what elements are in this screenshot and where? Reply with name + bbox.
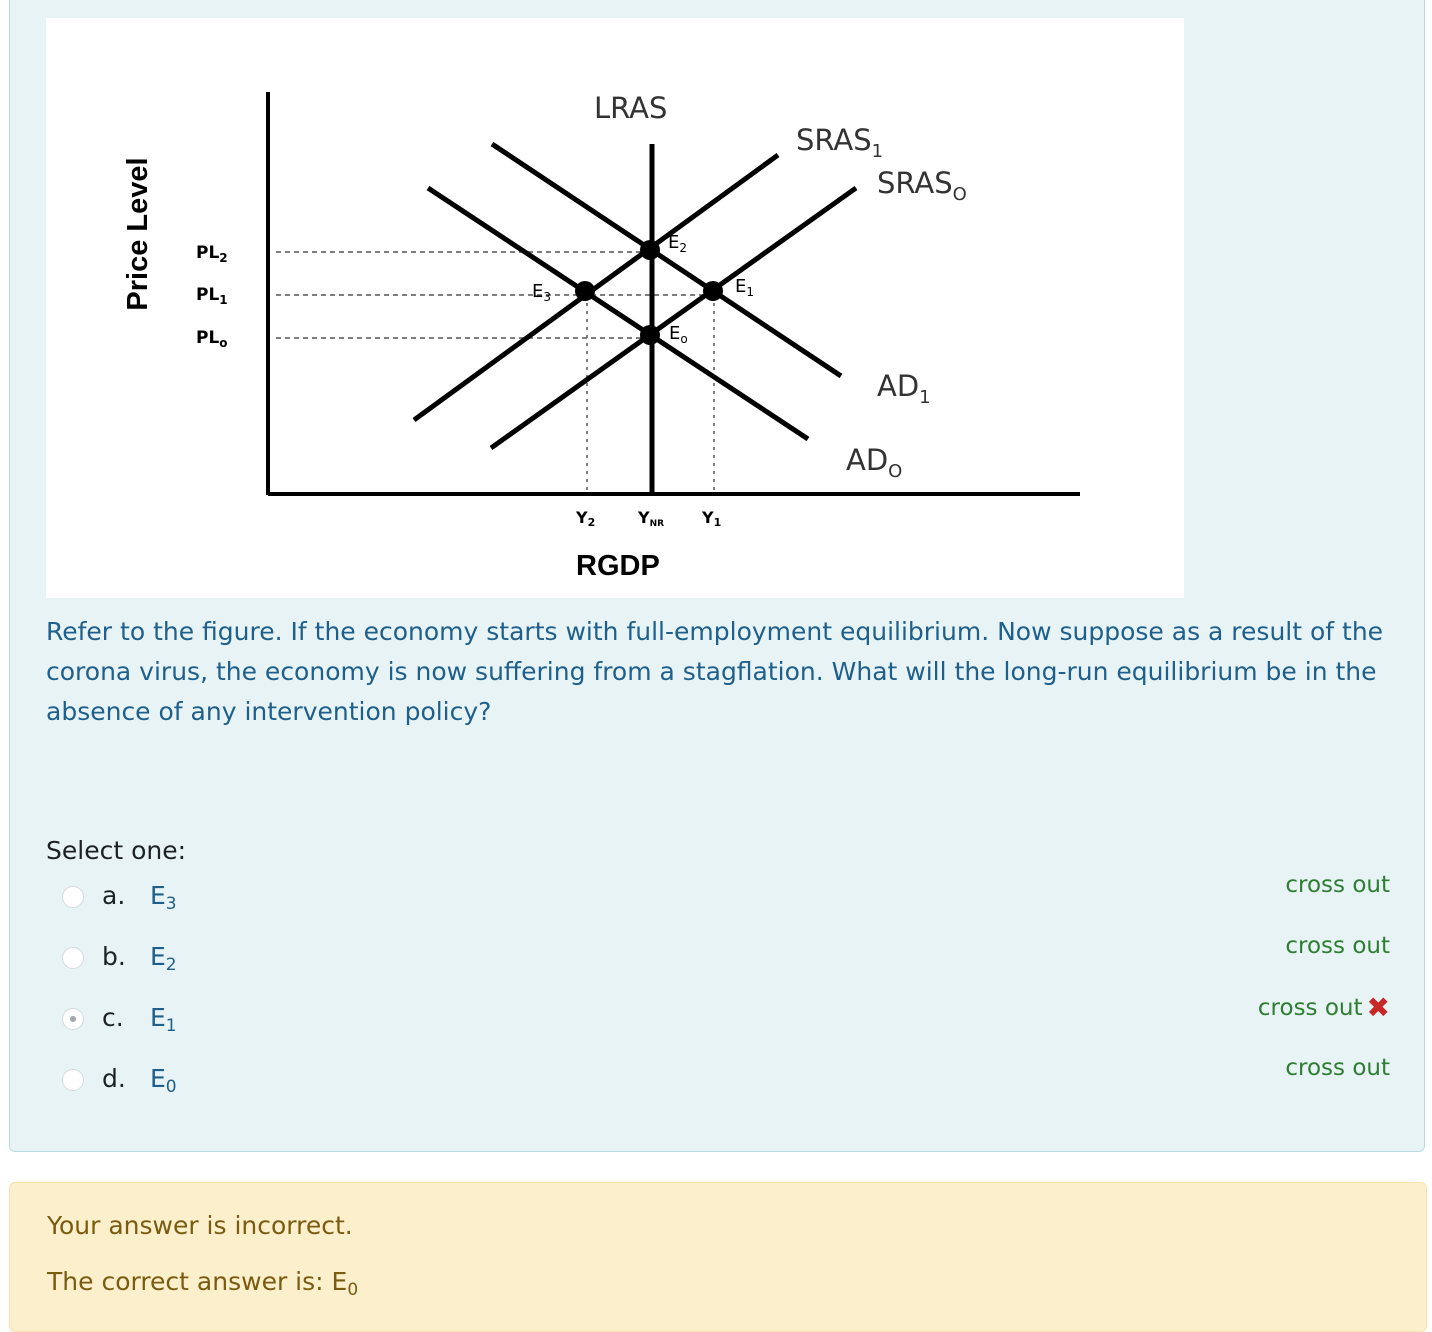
- question-text: Refer to the figure. If the economy starts with full-employment equilibrium. Now suppose as a result of the corona virus, the economy is now suffering from a stagflation. What will the long-run equilibrium be in the absence of any intervention policy?: [46, 617, 1384, 726]
- svg-text:Price Level: [122, 157, 154, 310]
- e0-label: $E_o$: [669, 323, 688, 346]
- y1-label: Y1: [702, 508, 722, 529]
- ad1-curve: [492, 144, 841, 376]
- ad1-label: $AD_1$: [877, 369, 931, 408]
- answer-option-c[interactable]: [60, 991, 1400, 1042]
- radio-button-a[interactable]: [62, 886, 84, 908]
- incorrect-x-icon: ✖: [1366, 991, 1390, 1024]
- option-label[interactable]: $E_1$: [150, 1003, 177, 1036]
- option-label[interactable]: $E_3$: [150, 881, 177, 914]
- option-letter: c.: [102, 1003, 124, 1032]
- sras0-label: $SRAS_O$: [877, 166, 967, 205]
- e1-label: $E_1$: [735, 276, 755, 299]
- radio-button-c[interactable]: [62, 1008, 84, 1030]
- e2-label: $E_2$: [668, 232, 688, 255]
- pl0-label: $PL_o$: [196, 328, 228, 350]
- ynr-label: YNR: [638, 508, 665, 529]
- cross-out-link-d[interactable]: cross out: [1285, 1055, 1390, 1081]
- incorrect-message: Your answer is incorrect.: [47, 1211, 353, 1240]
- e3-point: [575, 281, 595, 301]
- question-figure: [46, 18, 1184, 598]
- x-axis-label: RGDP: [576, 550, 660, 582]
- sras1-label: $SRAS_1$: [796, 123, 884, 162]
- e3-label: $E_3$: [532, 281, 552, 304]
- cross-out-link-b[interactable]: cross out: [1285, 933, 1390, 959]
- answer-option-d[interactable]: [60, 1055, 1400, 1103]
- option-letter: a.: [102, 881, 126, 910]
- ad-as-diagram: [46, 18, 1184, 598]
- select-prompt: Select one:: [46, 836, 187, 865]
- cross-out-link-a[interactable]: cross out: [1285, 872, 1390, 898]
- guide-lines: [276, 252, 714, 492]
- e2-point: [640, 240, 660, 260]
- pl1-label: $PL_1$: [196, 285, 228, 307]
- cross-out-link-c[interactable]: cross out ✖: [1257, 991, 1390, 1024]
- feedback-panel: [9, 1182, 1427, 1332]
- lras-label: LRAS: [594, 91, 668, 125]
- option-letter: b.: [102, 942, 126, 971]
- e1-point: [703, 281, 723, 301]
- answer-option-b[interactable]: [60, 933, 1400, 981]
- radio-button-d[interactable]: [62, 1069, 84, 1091]
- pl2-label: $PL_2$: [196, 243, 228, 265]
- y-axis-label: Price Level: [122, 157, 154, 311]
- option-label[interactable]: $E_0$: [150, 1064, 177, 1097]
- option-label[interactable]: $E_2$: [150, 942, 177, 975]
- e0-point: [640, 325, 660, 345]
- ad0-label: $AD_O$: [846, 443, 903, 482]
- option-letter: d.: [102, 1064, 126, 1093]
- sras0-curve: [491, 188, 856, 448]
- y2-label: Y2: [576, 508, 596, 529]
- radio-button-b[interactable]: [62, 947, 84, 969]
- answer-option-a[interactable]: [60, 872, 1400, 920]
- correct-answer-message: The correct answer is: $E_0$: [47, 1267, 359, 1300]
